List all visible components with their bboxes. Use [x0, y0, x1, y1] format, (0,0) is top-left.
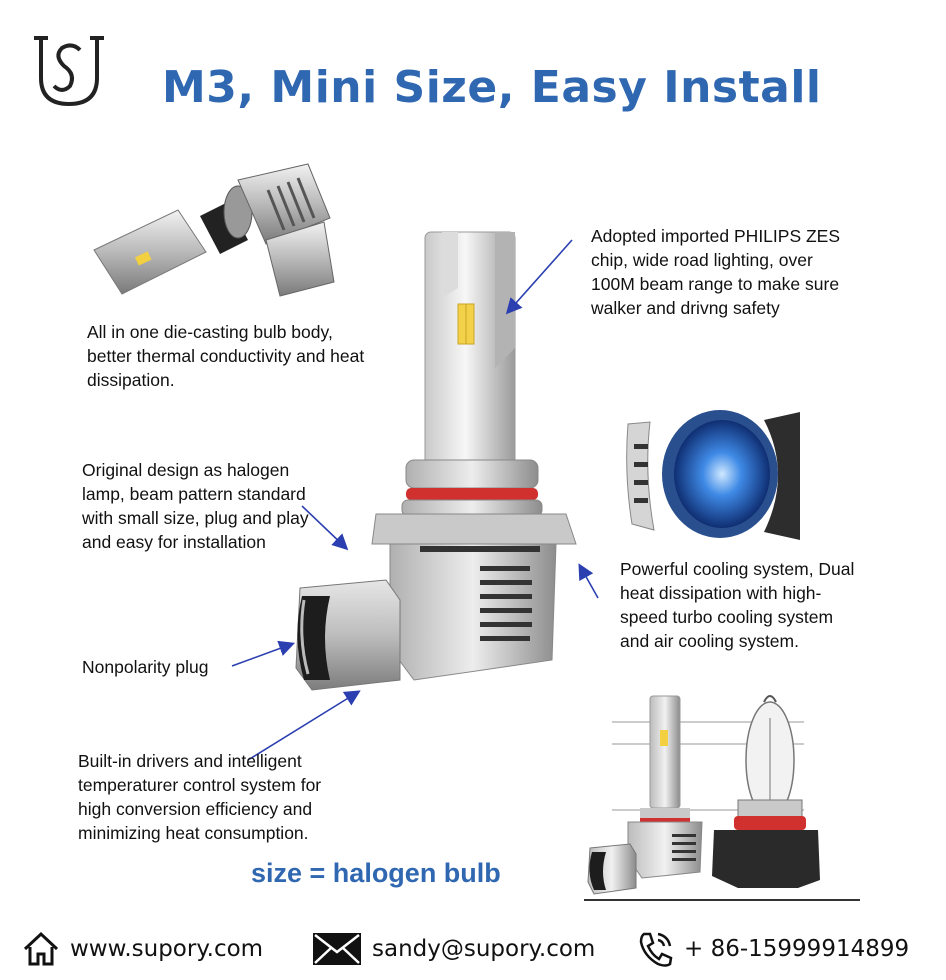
- feature-drivers-note: Built-in drivers and intelligent temperaturer control system for high conversion efficiency and minimizing heat consumption.: [78, 751, 322, 843]
- email-link[interactable]: sandy@supory.com: [372, 936, 596, 962]
- feature-design-note: Original design as halogen lamp, beam pattern standard with small size, plug and play and easy for installation: [82, 460, 309, 552]
- feature-chip-note: Adopted imported PHILIPS ZES chip, wide road lighting, over 100M beam range to make sure walker and drivng safety: [591, 226, 841, 318]
- footer-website[interactable]: [22, 925, 263, 973]
- feature-cooling-note: Powerful cooling system, Dual heat dissipation with high-speed turbo cooling system and air cooling system.: [620, 559, 855, 651]
- phone-number[interactable]: + 86-15999914899: [684, 936, 910, 962]
- page-title: M3, Mini Size, Easy Install: [162, 62, 822, 113]
- mail-icon: [312, 932, 362, 966]
- size-comparison-label: size = halogen bulb: [251, 858, 501, 888]
- website-link[interactable]: www.supory.com: [70, 936, 264, 962]
- phone-icon: [638, 930, 674, 968]
- footer-phone[interactable]: [638, 925, 909, 973]
- feature-body-note: All in one die-casting bulb body, better thermal conductivity and heat dissipation.: [87, 322, 365, 390]
- home-icon: [22, 931, 60, 967]
- feature-plug-note: Nonpolarity plug: [82, 657, 209, 677]
- footer-email[interactable]: [312, 925, 595, 973]
